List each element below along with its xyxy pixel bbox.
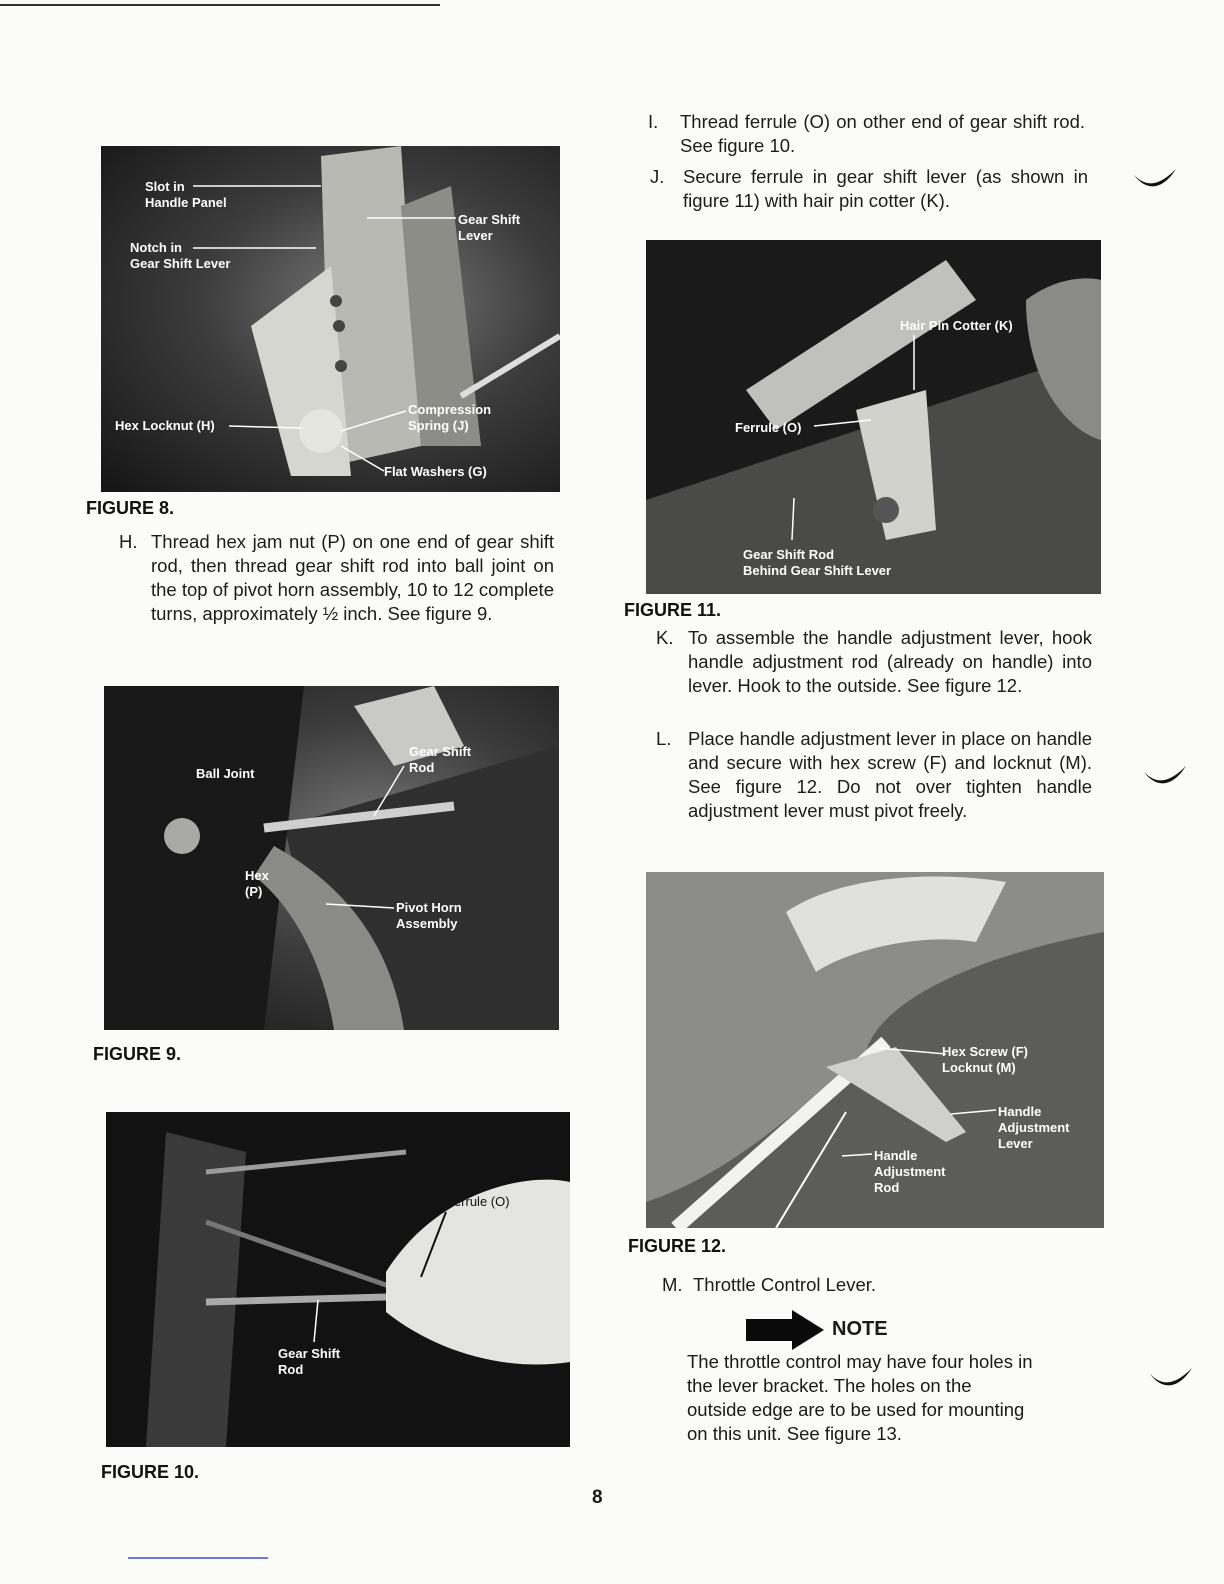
- step-i-letter: I.: [648, 111, 659, 132]
- figure-11-caption: FIGURE 11.: [624, 600, 722, 620]
- figure-11-illustration: [646, 240, 1101, 594]
- figure-9-illustration: [104, 686, 559, 1030]
- figure-12-caption: FIGURE 12.: [628, 1236, 727, 1256]
- label-gear-shift-rod-10: Gear Shift Rod: [278, 1346, 341, 1377]
- step-k-letter: K.: [656, 627, 674, 648]
- label-ferrule: Ferrule (O): [446, 1194, 510, 1209]
- figure-10-illustration: [106, 1112, 570, 1447]
- step-i-text: Thread ferrule (O) on other end of gear shift rod. See figure 10.: [680, 111, 1085, 156]
- step-j-letter: J.: [650, 166, 665, 187]
- step-h: [119, 530, 555, 654]
- figure-9-photo: [104, 686, 559, 1030]
- step-h-text: Thread hex jam nut (P) on one end of gear shift rod, then thread gear shift rod into ball joint on the top of pivot horn assembly, 10 to 12 complete turns, approximately ½ inch. See figure 9.: [151, 531, 554, 624]
- label-ferrule-11: Ferrule (O): [735, 420, 802, 435]
- label-hex-screw-locknut: Hex Screw (F) Locknut (M): [942, 1044, 1028, 1075]
- label-ball-joint: Ball Joint: [196, 766, 255, 781]
- arrow-right-icon: [746, 1310, 824, 1350]
- label-hex-locknut: Hex Locknut (H): [115, 418, 215, 433]
- note-title: NOTE: [832, 1318, 888, 1340]
- figure-8-photo: [101, 146, 560, 492]
- step-k-text: To assemble the handle adjustment lever, hook handle adjustment rod (already on handle) into lever. Hook to the outside. See figure 12.: [688, 627, 1092, 696]
- label-compression-spring: Compression Spring (J): [408, 402, 492, 433]
- checkmark-icon: [1148, 1364, 1194, 1394]
- figure-12-photo: [646, 872, 1104, 1228]
- label-gear-shift-rod: Gear Shift Rod: [409, 744, 472, 775]
- step-l-letter: L.: [656, 728, 672, 749]
- step-m-text: Throttle Control Lever.: [693, 1274, 877, 1295]
- bottom-rule: [128, 1557, 268, 1559]
- top-rule: [0, 4, 440, 6]
- page-number: 8: [592, 1487, 603, 1508]
- checkmark-icon: [1142, 762, 1188, 792]
- step-k: [656, 626, 1092, 726]
- label-notch-in-gear-shift-lever: Notch in Gear Shift Lever: [130, 240, 231, 271]
- step-m: [662, 1273, 962, 1299]
- label-pivot-horn-assembly: Pivot Horn Assembly: [396, 900, 462, 931]
- step-l-text: Place handle adjustment lever in place on handle and secure with hex screw (F) and locknut (M). See figure 12. Do not over tighten handle adjustment lever must pivot freely.: [688, 728, 1092, 821]
- figure-11-photo: [646, 240, 1101, 594]
- label-hex-nut: Hex (P): [245, 868, 269, 899]
- label-handle-adjustment-rod: Handle Adjustment Rod: [874, 1148, 946, 1195]
- label-gear-shift-rod-behind: Gear Shift Rod Behind Gear Shift Lever: [743, 547, 892, 578]
- figure-9-caption: FIGURE 9.: [93, 1044, 182, 1064]
- step-j-text: Secure ferrule in gear shift lever (as shown in figure 11) with hair pin cotter (K).: [683, 166, 1088, 211]
- figure-10-photo: [106, 1112, 570, 1447]
- figure-8-caption: FIGURE 8.: [86, 498, 175, 518]
- step-j: [650, 165, 1090, 215]
- label-flat-washers: Flat Washers (G): [384, 464, 487, 479]
- checkmark-icon: [1132, 165, 1178, 195]
- note-text: The throttle control may have four holes in the lever bracket. The holes on the outside edge are to be used for mounting on this unit. See figure 13.: [687, 1351, 1033, 1444]
- figure-10-caption: FIGURE 10.: [101, 1462, 200, 1482]
- label-hair-pin-cotter: Hair Pin Cotter (K): [900, 318, 1013, 333]
- step-m-letter: M.: [662, 1274, 683, 1295]
- step-l: [656, 727, 1092, 851]
- label-slot-in-handle-panel: Slot in Handle Panel: [145, 179, 227, 210]
- step-i: [648, 110, 1088, 160]
- step-h-letter: H.: [119, 531, 138, 552]
- label-gear-shift-lever: Gear Shift Lever: [458, 212, 521, 243]
- label-handle-adjustment-lever: Handle Adjustment Lever: [998, 1104, 1070, 1151]
